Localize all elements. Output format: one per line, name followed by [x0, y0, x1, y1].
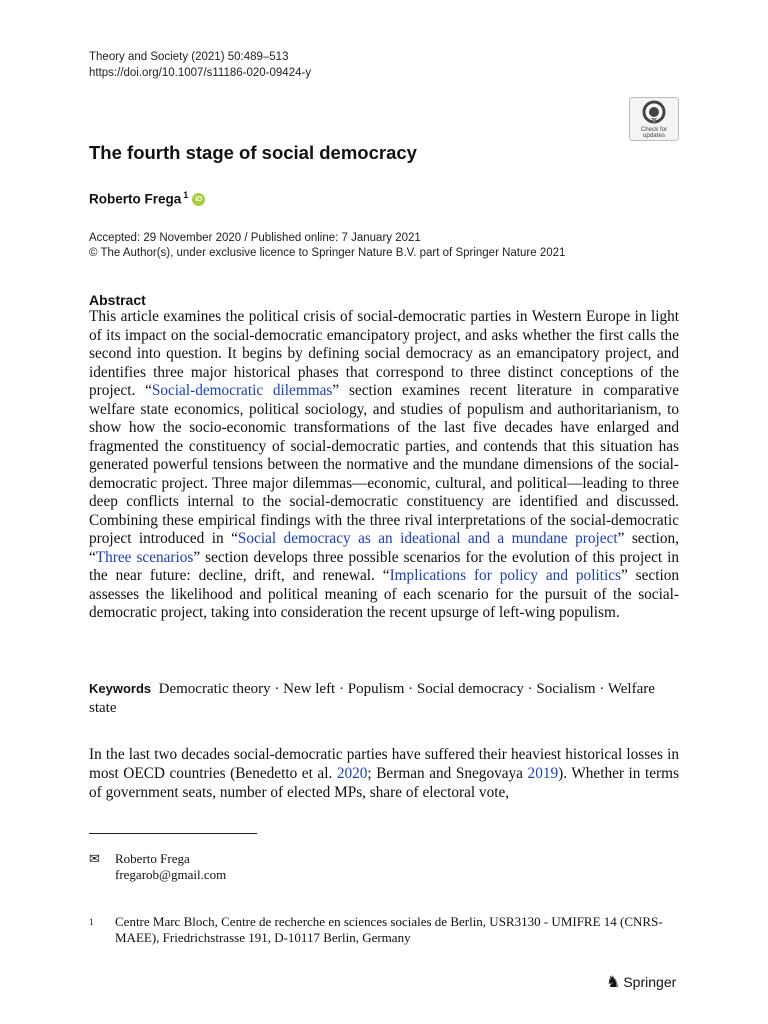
journal-info — [89, 49, 311, 81]
author-affiliation-sup: 1 — [183, 190, 189, 200]
envelope-icon: ✉ — [89, 851, 100, 866]
section-link-scenarios[interactable]: Three scenarios — [95, 548, 194, 566]
keywords-list: Democratic theory · New left · Populism · Social democracy · Socialism · Welfare state — [89, 681, 655, 716]
abstract-part: ” section, “ — [89, 530, 680, 566]
svg-text:Check for: Check for — [640, 126, 668, 133]
section-link-dilemmas[interactable]: Social-democratic dilemmas — [151, 382, 333, 399]
publication-dates — [89, 231, 565, 261]
dates-line: Accepted: 29 November 2020 / Published online: 7 January 2021 — [89, 232, 421, 244]
journal-citation: Theory and Society (2021) 50:489–513 — [89, 51, 289, 63]
abstract-text — [89, 308, 679, 623]
corresponding-name: Roberto Frega — [115, 851, 190, 866]
keywords-label: Keywords — [89, 681, 152, 696]
footnote-divider — [89, 833, 257, 834]
svg-text:updates: updates — [642, 132, 666, 139]
affiliation-text: Centre Marc Bloch, Centre de recherche en sciences sociales de Berlin, USR3130 - UMIFRE 14 (CNRS- MAEE), Friedrichstrasse 191, D-10117 Berlin, Germany — [115, 914, 663, 945]
section-link-implications[interactable]: Implications for policy and politics — [389, 567, 621, 584]
corresponding-author — [89, 851, 226, 883]
doi-link[interactable]: https://doi.org/10.1007/s11186-020-09424-y — [89, 67, 312, 79]
body-paragraph — [89, 745, 679, 802]
footnote-number: 1 — [89, 917, 94, 927]
orcid-icon[interactable]: iD — [192, 193, 205, 206]
article-title: The fourth stage of social democracy — [89, 142, 417, 163]
affiliation-footnote — [89, 914, 679, 946]
citation-link[interactable]: 2019 — [527, 765, 559, 782]
copyright-line: © The Author(s), under exclusive licence to Springer Nature B.V. part of Springer Nature 2021 — [89, 247, 566, 259]
abstract-heading: Abstract — [89, 292, 146, 308]
body-part: ). Whether in terms of government seats, number of elected MPs, share of electoral vote, — [89, 765, 679, 801]
corresponding-email[interactable]: fregarob@gmail.com — [115, 867, 227, 882]
abstract-part: ” section examines recent literature in comparative welfare state economics, political sociology, and studies of populism and authoritarianism, to show how the socio-economic transformations of the last five decades have enlarged and fragmented the constituency of social-democratic parties, and contends that this situation has generated powerful tensions between the normative and the mundane dimensions of the social-democratic project. Three major dilemmas—economic, cultural, and political—leading to three deep conflicts internal to the social-democratic constituency are identified and discussed. Combining these empirical findings with the three rival interpretations of the social-democratic project introduced in “ — [89, 382, 679, 547]
author-name[interactable]: Roberto Frega — [89, 191, 182, 207]
abstract-part: ” section develops three possible scenarios for the evolution of this project in the near future: decline, drift, and renewal. “ — [89, 548, 680, 584]
springer-horse-icon: ♞ — [606, 974, 621, 991]
keywords — [89, 679, 679, 718]
abstract-part: ” section assesses the likelihood and political meaning of each scenario for the pursuit of the social-democratic project, taking into consideration the recent upsurge of left-wing populism. — [89, 567, 680, 621]
publisher-logo — [606, 972, 676, 992]
section-link-ideational[interactable]: Social democracy as an ideational and a mundane project — [237, 530, 618, 547]
check-for-updates-badge[interactable] — [629, 97, 679, 141]
abstract-part: This article examines the political crisis of social-democratic parties in Western Europe in light of its impact on the social-democratic emancipatory project, and asks whether the first calls the second into question. It begins by defining social democracy as an emancipatory project, and identifies three major historical phases that correspond to three distinct conceptions of the project. “ — [89, 308, 679, 399]
body-part: ; Berman and Snegovaya — [367, 765, 528, 782]
citation-link[interactable]: 2020 — [336, 765, 368, 782]
check-updates-icon — [629, 97, 679, 141]
body-part: In the last two decades social-democratic parties have suffered their heaviest historical losses in most OECD countries (Benedetto et al. — [89, 746, 679, 782]
author-line — [89, 190, 205, 207]
publisher-name: Springer — [623, 974, 677, 990]
